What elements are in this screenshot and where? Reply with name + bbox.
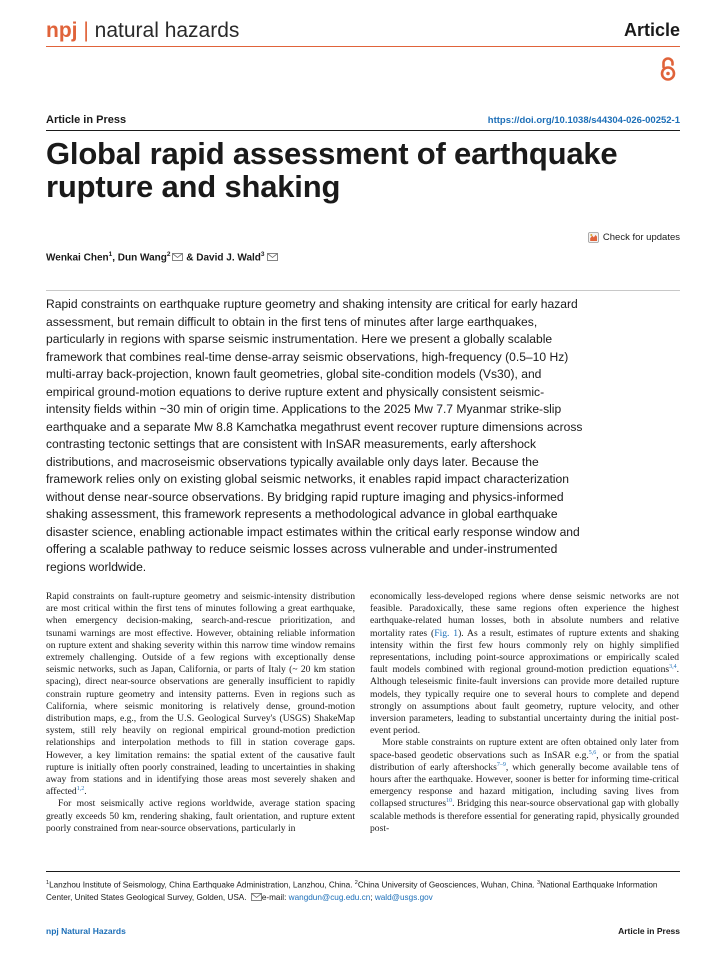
email-link[interactable]: wangdun@cug.edu.cn [288, 893, 371, 903]
paragraph-text: , which generally become available tens of hours after the earthquake. However, sooner is better for informing time-critical emergency response and hazard mitigation, including saving lives from collapsed structures [370, 761, 679, 810]
affiliations-footnote [46, 877, 682, 905]
reference-link[interactable]: 5,6 [588, 749, 597, 756]
footer-journal[interactable]: npj Natural Hazards [46, 926, 126, 936]
paragraph-text: Rapid constraints on fault-rupture geometry and seismic-intensity distribution are most critical within the first tens of minutes following a great earthquake, when emergency decision-making, search-and-rescue prioritization, and tsunami warnings are most effective. However, obtaining reliable information on rupture extent and shaking severity within this narrow time window remains extremely challenging. Outside of a few regions with exceptionally dense seismic networks, such as Japan, California, or parts of Italy (~ 20 km station spacing), direct near-source observations are generally insufficient to rapidly constrain rupture geometry and intensity patterns. Even in regions such as California, where seismic monitoring is relatively dense, ground-motion distribution maps, e.g., from the U.S. Geological Survey's (USGS) ShakeMap system, still rely heavily on regional empirical ground-motion prediction relationships and interpolation methods to fill in station coverage gaps. However, a key limitation remains: the spatial extent of the causative fault rupture is initially often poorly constrained, leading to uncertainties in shaking away from stations and in identifying those areas most severely shaken and affected [46, 591, 355, 798]
paragraph-text: . [84, 786, 87, 798]
author-name[interactable]: Dun Wang [117, 252, 167, 264]
email-separator: ; [370, 893, 375, 903]
body-column-left [46, 591, 355, 835]
affiliation-number: 3 [536, 880, 541, 886]
email-label: e-mail: [261, 893, 289, 903]
footnote-rule [46, 871, 680, 872]
check-updates-label: Check for updates [602, 232, 680, 243]
affiliation-text: National Earthquake Information Center, United States Geological Survey, Golden, USA. [46, 880, 658, 903]
brand-separator: | [83, 19, 89, 42]
title-rule [46, 130, 680, 131]
author-name[interactable]: David J. Wald [196, 252, 261, 264]
affiliation-number: 1 [46, 880, 50, 886]
check-updates-icon [588, 232, 599, 243]
affiliation-number: 2 [354, 880, 358, 886]
author-separator: & [183, 252, 197, 264]
author-list [46, 251, 278, 263]
reference-link[interactable]: 1,2 [76, 786, 85, 793]
affiliation-text: China University of Geosciences, Wuhan, China. [357, 880, 537, 890]
article-status: Article in Press [46, 114, 127, 126]
abstract-rule [46, 290, 680, 291]
author-affiliation: 1 [108, 251, 113, 258]
author-affiliation: 2 [166, 251, 171, 258]
abstract: Rapid constraints on earthquake rupture geometry and shaking intensity are critical for early hazard assessment, but remain difficult to obtain in the first tens of minutes after large earthquakes, particularly in regions with sparse seismic instrumentation. Here we present a globally scalable framework that combines real-time dense-array seismic observations, high-frequency (0.5–10 Hz) multi-array back-projection, known fault geometries, global site-condition models (Vs30), and empirical ground-motion equations to derive rupture extent and physically consistent seismic-intensity fields within ~30 min of origin time. Applications to the 2025 Mw 7.7 Myanmar strike-slip earthquake and a separate Mw 8.8 Kamchatka megathrust event recover rupture dimensions across contrasting tectonic settings that are consistent with InSAR measurements, early aftershock distributions, and macroseismic observations typically available only days later. Because the framework relies only on existing global seismic networks, it enables rapid impact characterization without dense near-source observations. By bridging rapid rupture imaging and physics-informed shaking assessment, this framework represents a methodological advance in global earthquake disaster science, enabling actionable impact estimates within the critical early response window and offering a scalable pathway to reduce seismic losses across vulnerable and under-instrumented regions worldwide. [46, 297, 583, 574]
paragraph-text: economically less-developed regions where dense seismic networks are not feasible. Paradoxically, these same regions often experience the highest earthquake-related human losses, both in absolute numbers and relative mortality rates ( [370, 591, 679, 639]
paragraph-text: , or from the spatial distribution of early aftershocks [370, 749, 679, 773]
figure-link[interactable]: Fig. 1 [434, 627, 459, 639]
brand-journal-name: natural hazards [94, 19, 240, 42]
journal-brand[interactable] [46, 18, 239, 44]
paragraph-text: . Bridging this near-source observational gap with globally scalable methods is therefore essential for generating rapid, physically grounded post- [370, 798, 679, 834]
open-access-icon [660, 56, 676, 82]
mail-icon[interactable] [172, 253, 183, 261]
author-name[interactable]: Wenkai Chen [46, 252, 109, 264]
reference-link[interactable]: 7–9 [496, 761, 506, 768]
reference-link[interactable]: 3,4 [669, 664, 677, 671]
doi-link[interactable]: https://doi.org/10.1038/s44304-026-00252-1 [487, 115, 680, 126]
body-paragraph [46, 591, 355, 798]
brand-npj: npj [46, 19, 78, 42]
body-column-right [370, 591, 679, 835]
author-separator: , [112, 252, 118, 264]
body-paragraph: For most seismically active regions worldwide, average station spacing greatly exceeds 50 km, rendering shaking, fault orientation, and rupture extent poorly constrained from near-source observations, particularly in [46, 798, 355, 834]
mail-icon[interactable] [267, 253, 278, 261]
body-paragraph [370, 591, 679, 737]
author-affiliation: 3 [260, 251, 265, 258]
check-updates-button[interactable] [588, 232, 680, 243]
mail-icon [251, 893, 262, 901]
paragraph-text: More stable constraints on rupture extent are often obtained only later from space-based geodetic observations such as InSAR e.g. [370, 737, 679, 761]
email-link[interactable]: wald@usgs.gov [374, 893, 433, 903]
affiliation-text: Lanzhou Institute of Seismology, China Earthquake Administration, Lanzhou, China. [49, 880, 355, 890]
article-title: Global rapid assessment of earthquake rupture and shaking [46, 136, 618, 204]
header-rule [46, 46, 680, 47]
body-paragraph [370, 737, 679, 835]
article-type: Article [623, 20, 680, 40]
paragraph-text: . Although teleseismic finite-fault inversions can provide more detailed rupture models, they typically require one to several hours to complete and depend strongly on assumptions about fault geometry, rupture velocity, and other inversion parameters, leading to substantial uncertainty during the initial post-event period. [370, 664, 679, 737]
reference-link[interactable]: 10 [446, 798, 453, 805]
paragraph-text: ). As a result, estimates of rupture extents and shaking intensity within the first few hours commonly rely on highly simplified representations, including point-source approximations or empirically scaled fault models combined with regional ground-motion prediction equations [370, 627, 679, 676]
footer-status: Article in Press [618, 926, 680, 936]
